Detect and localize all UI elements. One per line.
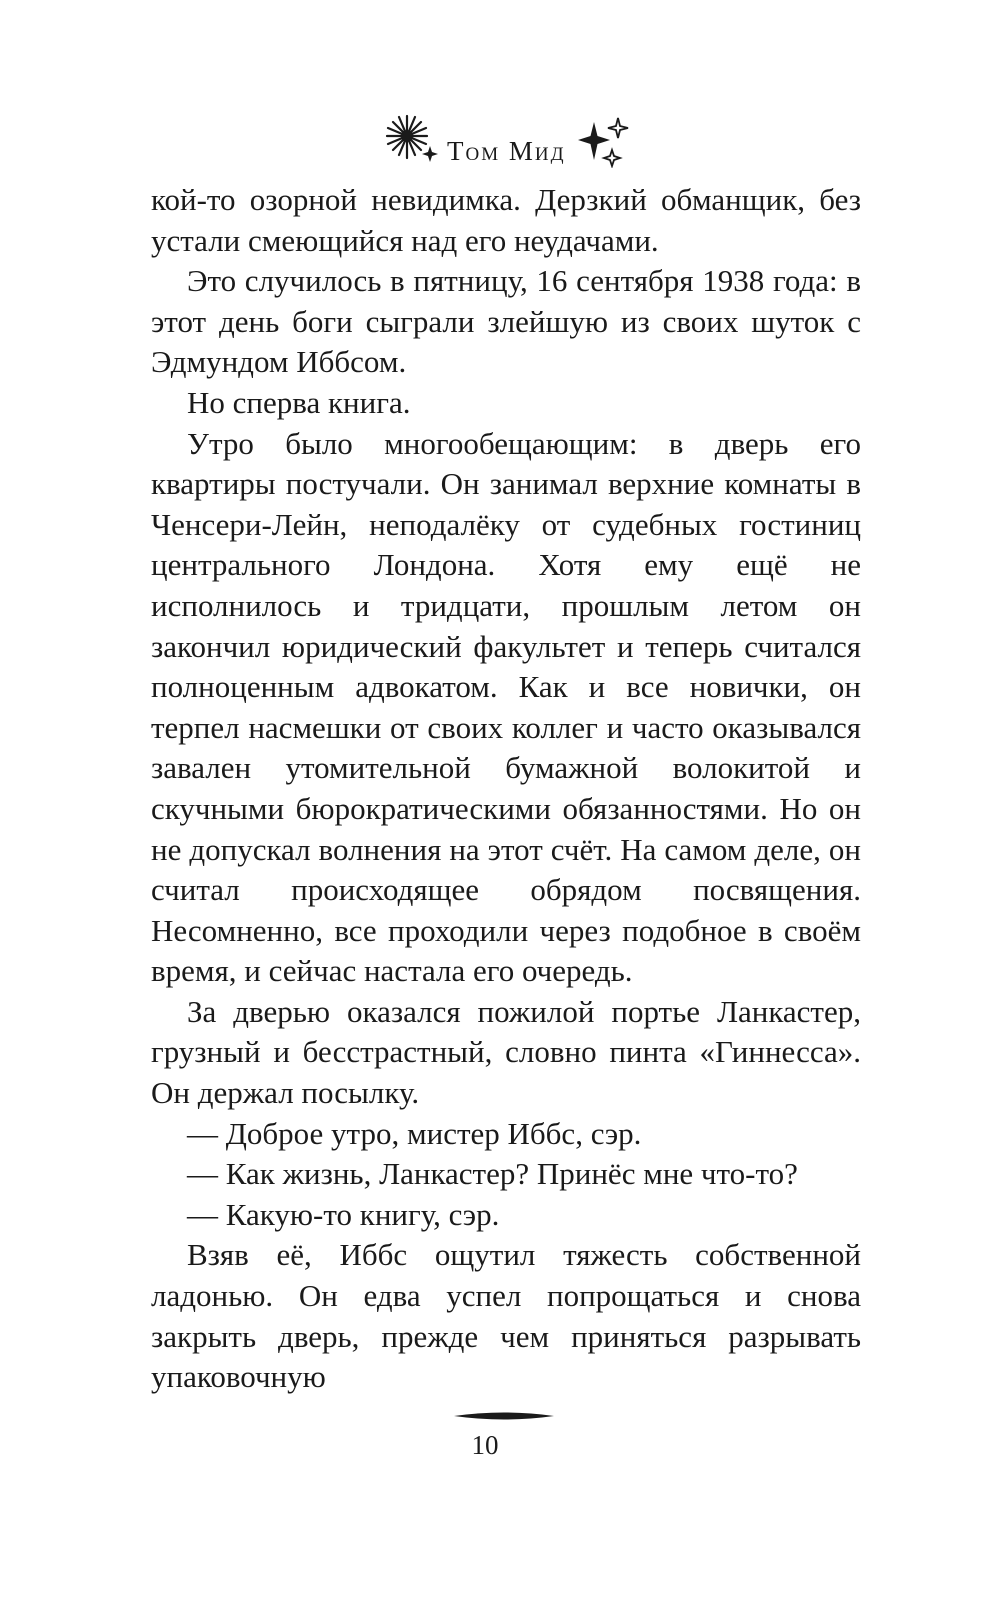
paragraph: Это случилось в пятницу, 16 сентября 1938 года: в этот день боги сыграли злейшую из своих шуток с Эдмундом Иббсом.: [151, 263, 861, 380]
sparkles-icon: [578, 116, 630, 168]
starburst-icon: [383, 112, 439, 168]
main-text: [151, 180, 861, 1398]
paragraph: Утро было многообещающим: в дверь его квартиры постучали. Он занимал верхние комнаты в Ченсери-Лейн, неподалёку от судебных гостиниц центрального Лондона. Хотя ему ещё не исполнилось и тридцати, прошлым летом он закончил юридический факультет и теперь считался полноценным адвокатом. Как и все новички, он терпел насмешки от своих коллег и часто оказывался завален утомительной бумажной волокитой и скучными бюрократическими обязанностями. Но он не допускал волнения на этот счёт. На самом деле, он считал происходящее обрядом посвящения. Несомненно, все проходили через подобное в своём время, и сейчас настала его очередь.: [151, 425, 861, 989]
dialogue-line: — Доброе утро, мистер Иббс, сэр.: [187, 1115, 642, 1151]
paragraph: За дверью оказался пожилой портье Ланкастер, грузный и бесстрастный, словно пинта «Гиннесса». Он держал посылку.: [151, 993, 861, 1111]
paragraph: кой-то озорной невидимка. Дерзкий обманщик, без устали смеющийся над его неудачами.: [151, 182, 861, 258]
dialogue-line: — Как жизнь, Ланкастер? Принёс мне что-то?: [187, 1156, 798, 1192]
paragraph: Но сперва книга.: [187, 384, 411, 420]
page-number: 10: [471, 1430, 499, 1460]
diamond-rule-icon: [454, 1410, 554, 1422]
paragraph: Взяв её, Иббс ощутил тяжесть собственной ладонью. Он едва успел попрощаться и снова закрыть дверь, прежде чем приняться разрывать упаковочную: [151, 1237, 861, 1395]
author-name: Том Мид: [447, 136, 566, 166]
running-head: [0, 112, 970, 172]
dialogue-line: — Какую-то книгу, сэр.: [187, 1196, 500, 1232]
